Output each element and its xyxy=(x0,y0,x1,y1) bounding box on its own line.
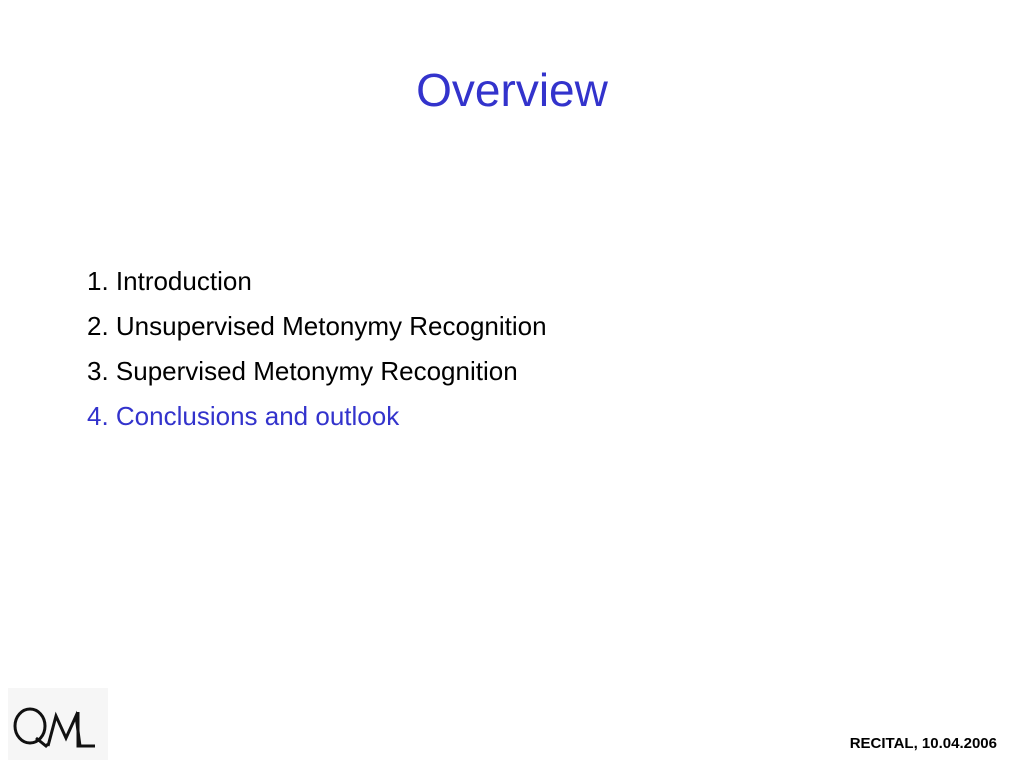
footer-event-date: RECITAL, 10.04.2006 xyxy=(849,735,997,752)
qml-logo-icon xyxy=(8,688,108,760)
agenda-item-introduction: 1. Introduction xyxy=(87,266,252,296)
slide-title: Overview xyxy=(416,64,608,116)
agenda-list xyxy=(87,259,547,439)
agenda-item-unsupervised-recognition: 2. Unsupervised Metonymy Recognition xyxy=(87,311,547,341)
agenda-item-supervised-recognition: 3. Supervised Metonymy Recognition xyxy=(87,356,518,386)
agenda-item-conclusions: 4. Conclusions and outlook xyxy=(87,401,400,431)
logo xyxy=(8,688,108,760)
